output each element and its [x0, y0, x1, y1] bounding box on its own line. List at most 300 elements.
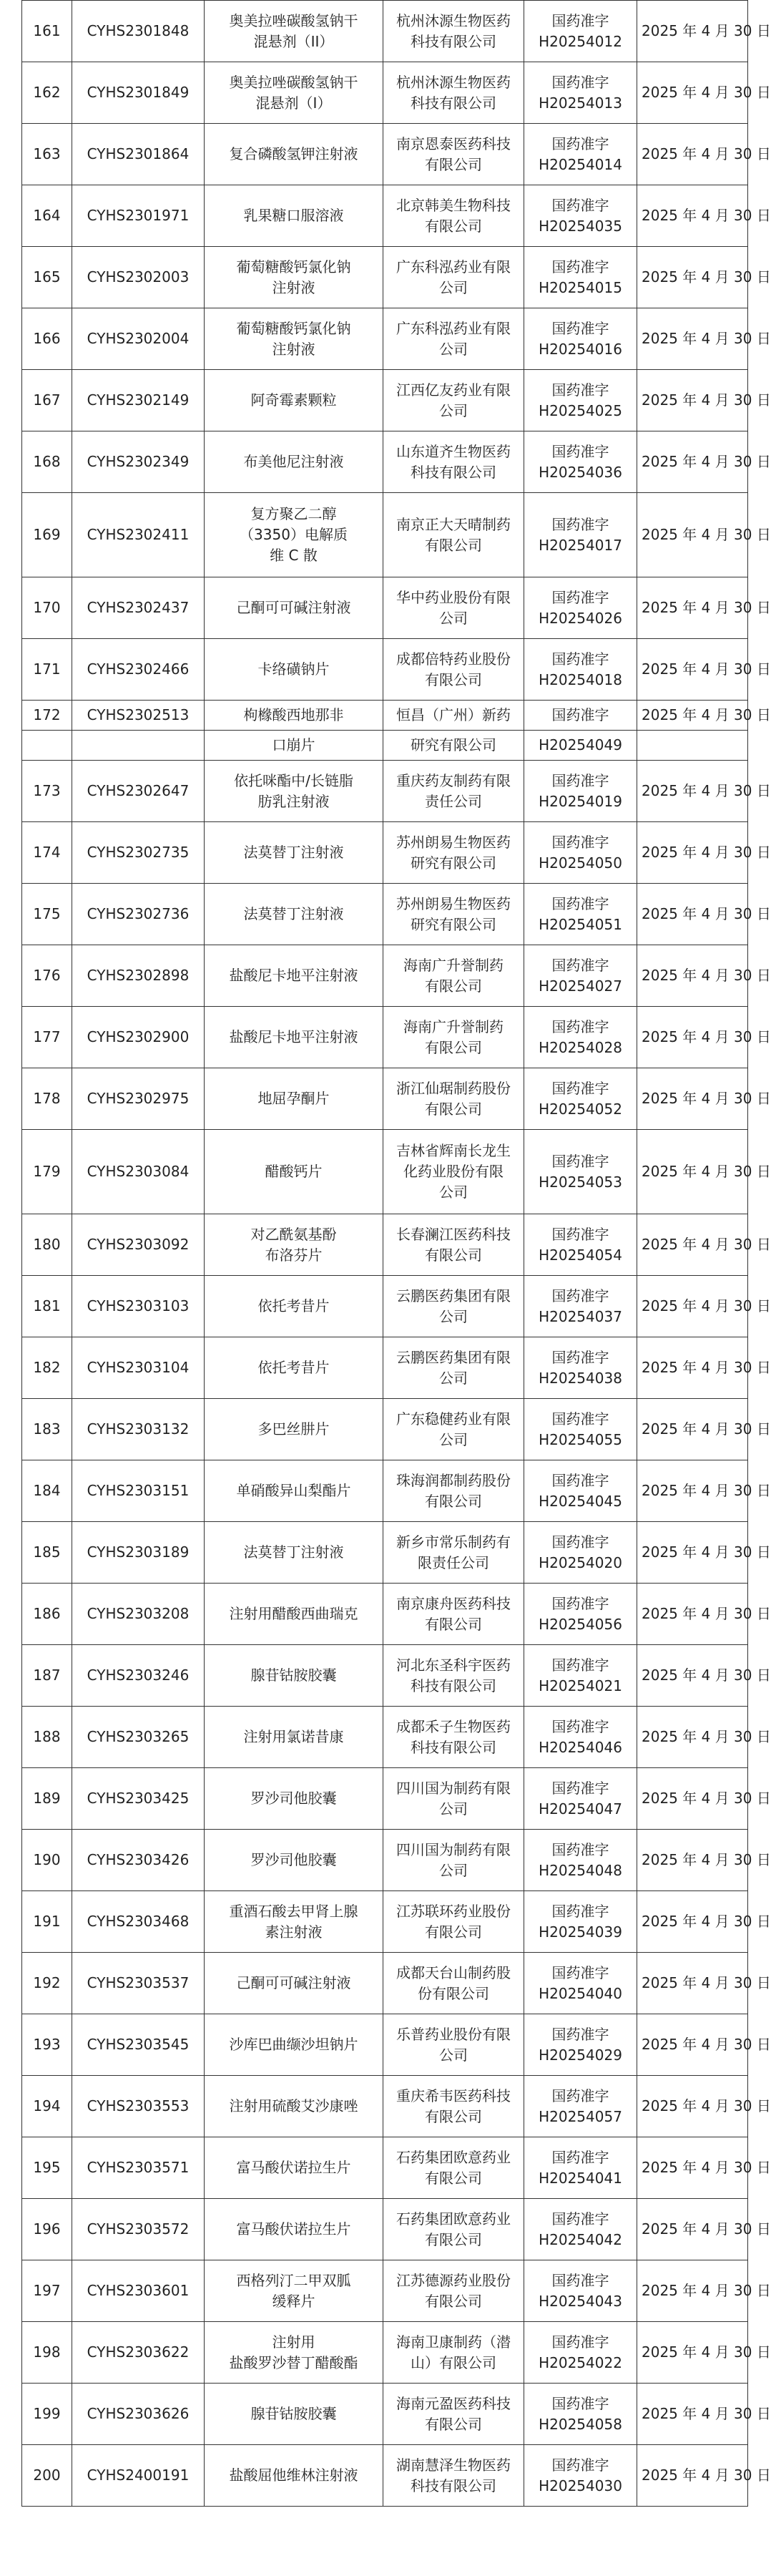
table-row	[22, 2322, 748, 2384]
table-row	[22, 1276, 748, 1337]
date-cell: 2025 年 4 月 30 日	[637, 2137, 748, 2199]
company-line: 有限公司	[425, 1100, 482, 1118]
approval-number-line: 国药准字	[551, 2148, 609, 2166]
drug-name-cell	[205, 2384, 383, 2445]
company-line: 有限公司	[425, 2169, 482, 2187]
approval-number-line: H20254054	[539, 1246, 622, 1264]
date-cell: 2025 年 4 月 30 日	[637, 2014, 748, 2076]
approval-number-cell	[524, 2076, 637, 2137]
company-line: 乐普药业股份有限	[396, 2025, 511, 2043]
approval-number-line: 国药准字	[551, 2210, 609, 2228]
drug-name-cell	[205, 1707, 383, 1768]
company-line: 成都禾子生物医药	[396, 1717, 511, 1735]
company-line: 有限公司	[425, 155, 482, 173]
approval-number-line: 国药准字	[551, 2394, 609, 2412]
no-cell: 187	[22, 1645, 72, 1707]
code-cell: CYHS2302004	[72, 308, 205, 370]
company-cell	[383, 2076, 524, 2137]
approval-number-line: H20254056	[539, 1615, 622, 1633]
drug-name-line: 素注射液	[265, 1923, 323, 1941]
company-line: 江苏联环药业股份	[396, 1902, 511, 1920]
company-cell	[383, 1337, 524, 1399]
no-cell: 164	[22, 185, 72, 247]
company-line: 化药业股份有限	[403, 1163, 504, 1180]
drug-name-cell	[205, 124, 383, 185]
drug-name-line: 西格列汀二甲双胍	[236, 2271, 351, 2289]
date-cell: 2025 年 4 月 30 日	[637, 639, 748, 701]
approval-number-line: H20254035	[539, 217, 622, 235]
approval-number-cell	[524, 1768, 637, 1830]
drug-name-cell	[205, 761, 383, 822]
approval-number-line: 国药准字	[551, 2025, 609, 2043]
date-cell: 2025 年 4 月 30 日	[637, 701, 748, 731]
company-line: 科技有限公司	[411, 1677, 496, 1694]
company-line: 科技有限公司	[411, 463, 496, 481]
drug-name-cell	[205, 1460, 383, 1522]
company-cell	[383, 1, 524, 62]
table-row	[22, 2384, 748, 2445]
no-cell: 192	[22, 1953, 72, 2014]
date-cell: 2025 年 4 月 30 日	[637, 884, 748, 945]
approval-number-cell	[524, 731, 637, 761]
code-cell: CYHS2302898	[72, 945, 205, 1007]
date-cell: 2025 年 4 月 30 日	[637, 493, 748, 577]
company-cell	[383, 731, 524, 761]
approval-number-line: 国药准字	[551, 894, 609, 912]
approval-number-cell	[524, 945, 637, 1007]
drug-name-cell	[205, 1130, 383, 1214]
company-cell	[383, 1707, 524, 1768]
company-cell	[383, 1007, 524, 1068]
drug-name-line: 葡萄糖酸钙氯化钠	[236, 258, 351, 275]
company-cell	[383, 1276, 524, 1337]
approval-number-line: 国药准字	[551, 771, 609, 789]
approval-number-cell	[524, 639, 637, 701]
approval-number-line: 国药准字	[551, 1717, 609, 1735]
table-row	[22, 1399, 748, 1460]
code-cell: CYHS2303246	[72, 1645, 205, 1707]
company-line: 石药集团欧意药业	[396, 2210, 511, 2228]
code-cell: CYHS2303622	[72, 2322, 205, 2384]
date-cell: 2025 年 4 月 30 日	[637, 1891, 748, 1953]
no-cell: 195	[22, 2137, 72, 2199]
table-row	[22, 1707, 748, 1768]
drug-name-cell	[205, 370, 383, 431]
table-row	[22, 185, 748, 247]
drug-name-line: 富马酸伏诺拉生片	[236, 2220, 351, 2238]
drug-name-line: 己酮可可碱注射液	[236, 599, 351, 616]
approval-number-cell	[524, 370, 637, 431]
approval-number-line: H20254057	[539, 2107, 622, 2125]
company-line: 公司	[439, 2046, 468, 2064]
table-row	[22, 1830, 748, 1891]
approval-number-cell	[524, 2384, 637, 2445]
approval-number-cell	[524, 1645, 637, 1707]
company-line: 科技有限公司	[411, 2477, 496, 2494]
company-cell	[383, 1645, 524, 1707]
company-line: 云鹏医药集团有限	[396, 1287, 511, 1304]
drug-name-cell	[205, 1068, 383, 1130]
no-cell: 191	[22, 1891, 72, 1953]
code-cell: CYHS2302513	[72, 701, 205, 731]
approval-number-cell	[524, 1007, 637, 1068]
approval-number-line: H20254019	[539, 792, 622, 810]
approval-number-line: H20254029	[539, 2046, 622, 2064]
no-cell: 199	[22, 2384, 72, 2445]
drug-name-line: 奥美拉唑碳酸氢钠干	[229, 11, 358, 29]
company-line: 杭州沐源生物医药	[396, 73, 511, 91]
table-row	[22, 2014, 748, 2076]
date-cell: 2025 年 4 月 30 日	[637, 1007, 748, 1068]
drug-name-cell	[205, 308, 383, 370]
approval-number-cell	[524, 2322, 637, 2384]
approval-number-cell	[524, 2445, 637, 2507]
company-cell	[383, 1130, 524, 1214]
company-line: 研究有限公司	[411, 854, 496, 872]
code-cell: CYHS2303572	[72, 2199, 205, 2260]
company-cell	[383, 1214, 524, 1276]
company-line: 苏州朗易生物医药	[396, 894, 511, 912]
approval-number-line: H20254049	[539, 736, 622, 753]
approval-number-cell	[524, 1276, 637, 1337]
company-line: 苏州朗易生物医药	[396, 833, 511, 851]
company-cell	[383, 701, 524, 731]
company-line: 公司	[439, 401, 468, 419]
table-row	[22, 639, 748, 701]
approval-number-line: 国药准字	[551, 833, 609, 851]
company-line: 海南元盈医药科技	[396, 2394, 511, 2412]
date-cell: 2025 年 4 月 30 日	[637, 1584, 748, 1645]
company-line: 长春澜江医药科技	[396, 1225, 511, 1243]
table-row	[22, 577, 748, 639]
drug-name-cell	[205, 1830, 383, 1891]
approval-number-line: H20254053	[539, 1173, 622, 1191]
drug-name-cell	[205, 1276, 383, 1337]
drug-name-cell	[205, 2199, 383, 2260]
table-row	[22, 761, 748, 822]
drug-name-cell	[205, 1007, 383, 1068]
company-cell	[383, 185, 524, 247]
company-line: 公司	[439, 609, 468, 627]
approval-number-line: 国药准字	[551, 1225, 609, 1243]
company-line: 重庆药友制药有限	[396, 771, 511, 789]
drug-name-cell	[205, 884, 383, 945]
approval-number-line: H20254041	[539, 2169, 622, 2187]
approval-number-line: H20254047	[539, 1800, 622, 1818]
drug-name-cell	[205, 2137, 383, 2199]
approval-number-line: H20254038	[539, 1369, 622, 1387]
approval-number-line: 国药准字	[551, 956, 609, 974]
company-line: 责任公司	[425, 792, 482, 810]
drug-name-cell	[205, 493, 383, 577]
drug-name-line: 富马酸伏诺拉生片	[236, 2159, 351, 2176]
table-row	[22, 884, 748, 945]
drug-name-line: 维 C 散	[270, 547, 318, 564]
company-line: 海南卫康制药（潜	[396, 2333, 511, 2351]
code-cell: CYHS2302900	[72, 1007, 205, 1068]
company-line: 山）有限公司	[411, 2353, 496, 2371]
approval-number-line: H20254048	[539, 1861, 622, 1879]
no-cell: 181	[22, 1276, 72, 1337]
company-line: 广东科泓药业有限	[396, 258, 511, 275]
no-cell: 169	[22, 493, 72, 577]
table-row	[22, 370, 748, 431]
approval-number-line: H20254046	[539, 1738, 622, 1756]
no-cell: 168	[22, 431, 72, 493]
company-line: 广东稳健药业有限	[396, 1410, 511, 1428]
approval-number-line: H20254036	[539, 463, 622, 481]
approval-number-line: H20254022	[539, 2353, 622, 2371]
approval-number-line: 国药准字	[551, 2333, 609, 2351]
approval-number-line: 国药准字	[551, 1963, 609, 1981]
approval-number-line: 国药准字	[551, 1533, 609, 1551]
drug-name-line: 枸橼酸西地那非	[243, 706, 344, 723]
code-cell: CYHS2303103	[72, 1276, 205, 1337]
code-cell: CYHS2302411	[72, 493, 205, 577]
no-cell: 186	[22, 1584, 72, 1645]
drug-name-line: 盐酸尼卡地平注射液	[229, 1028, 358, 1045]
drug-name-cell	[205, 1645, 383, 1707]
approval-number-cell	[524, 1830, 637, 1891]
approval-number-cell	[524, 2014, 637, 2076]
code-cell: CYHS2303425	[72, 1768, 205, 1830]
company-line: 云鹏医药集团有限	[396, 1348, 511, 1366]
drug-name-line: 法莫替丁注射液	[243, 905, 344, 922]
approval-number-line: 国药准字	[551, 1902, 609, 1920]
no-cell	[22, 731, 72, 761]
approval-number-cell	[524, 1068, 637, 1130]
drug-name-line: 复方聚乙二醇	[250, 505, 337, 522]
table-row	[22, 431, 748, 493]
approval-number-line: 国药准字	[551, 2456, 609, 2474]
table-row	[22, 945, 748, 1007]
company-line: 研究有限公司	[411, 736, 496, 753]
drug-name-line: 注射液	[272, 278, 315, 296]
company-line: 有限公司	[425, 1492, 482, 1510]
no-cell: 184	[22, 1460, 72, 1522]
approval-number-line: 国药准字	[551, 1779, 609, 1797]
date-cell: 2025 年 4 月 30 日	[637, 431, 748, 493]
company-cell	[383, 1768, 524, 1830]
table-row	[22, 1214, 748, 1276]
approval-number-line: 国药准字	[551, 1471, 609, 1489]
code-cell: CYHS2301849	[72, 62, 205, 124]
drug-name-line: 布美他尼注射液	[243, 453, 344, 470]
company-line: 恒昌（广州）新药	[396, 706, 511, 723]
code-cell: CYHS2303601	[72, 2260, 205, 2322]
company-cell	[383, 1522, 524, 1584]
company-cell	[383, 639, 524, 701]
date-cell: 2025 年 4 月 30 日	[637, 1130, 748, 1214]
drug-name-line: 单硝酸异山梨酯片	[236, 1482, 351, 1499]
company-cell	[383, 577, 524, 639]
approval-number-line: H20254028	[539, 1038, 622, 1056]
drug-name-line: 盐酸屈他维林注射液	[229, 2467, 358, 2484]
approval-number-cell	[524, 884, 637, 945]
approval-number-cell	[524, 431, 637, 493]
approval-number-line: H20254058	[539, 2415, 622, 2433]
drug-name-line: 布洛芬片	[265, 1246, 323, 1264]
company-line: 湖南慧泽生物医药	[396, 2456, 511, 2474]
no-cell: 197	[22, 2260, 72, 2322]
drug-name-cell	[205, 1953, 383, 2014]
drug-name-line: 混悬剂（II）	[253, 32, 334, 50]
approval-number-cell	[524, 761, 637, 822]
date-cell: 2025 年 4 月 30 日	[637, 2076, 748, 2137]
approval-number-cell	[524, 308, 637, 370]
code-cell: CYHS2303545	[72, 2014, 205, 2076]
company-line: 南京康舟医药科技	[396, 1594, 511, 1612]
company-line: 有限公司	[425, 536, 482, 554]
company-line: 四川国为制药有限	[396, 1840, 511, 1858]
company-line: 重庆希韦医药科技	[396, 2087, 511, 2104]
approval-number-line: H20254042	[539, 2230, 622, 2248]
company-cell	[383, 2199, 524, 2260]
approval-number-line: H20254018	[539, 670, 622, 688]
date-cell: 2025 年 4 月 30 日	[637, 185, 748, 247]
drug-name-cell	[205, 1584, 383, 1645]
company-cell	[383, 2260, 524, 2322]
company-line: 石药集团欧意药业	[396, 2148, 511, 2166]
company-line: 华中药业股份有限	[396, 588, 511, 606]
approval-number-line: 国药准字	[551, 73, 609, 91]
date-cell: 2025 年 4 月 30 日	[637, 308, 748, 370]
approval-number-cell	[524, 1, 637, 62]
company-cell	[383, 2014, 524, 2076]
company-line: 份有限公司	[418, 1984, 489, 2002]
company-line: 南京正大天晴制药	[396, 515, 511, 533]
code-cell: CYHS2303189	[72, 1522, 205, 1584]
drug-name-line: 复合磷酸氢钾注射液	[229, 145, 358, 162]
no-cell: 185	[22, 1522, 72, 1584]
code-cell: CYHS2303151	[72, 1460, 205, 1522]
approval-number-cell	[524, 701, 637, 731]
code-cell: CYHS2303104	[72, 1337, 205, 1399]
date-cell: 2025 年 4 月 30 日	[637, 62, 748, 124]
date-cell: 2025 年 4 月 30 日	[637, 1830, 748, 1891]
approval-number-line: 国药准字	[551, 1410, 609, 1428]
code-cell: CYHS2303092	[72, 1214, 205, 1276]
drug-name-cell	[205, 2322, 383, 2384]
code-cell: CYHS2301971	[72, 185, 205, 247]
date-cell: 2025 年 4 月 30 日	[637, 2322, 748, 2384]
no-cell: 178	[22, 1068, 72, 1130]
drug-name-line: 己酮可可碱注射液	[236, 1974, 351, 1991]
drug-name-cell	[205, 2260, 383, 2322]
company-cell	[383, 761, 524, 822]
code-cell: CYHS2302647	[72, 761, 205, 822]
company-line: 公司	[439, 1184, 468, 1201]
company-line: 成都天台山制药股	[396, 1963, 511, 1981]
company-cell	[383, 308, 524, 370]
company-cell	[383, 2322, 524, 2384]
no-cell: 194	[22, 2076, 72, 2137]
company-line: 科技有限公司	[411, 1738, 496, 1756]
date-cell: 2025 年 4 月 30 日	[637, 1768, 748, 1830]
company-line: 成都倍特药业股份	[396, 650, 511, 668]
table-row	[22, 2445, 748, 2507]
company-line: 新乡市常乐制药有	[396, 1533, 511, 1551]
date-cell: 2025 年 4 月 30 日	[637, 1337, 748, 1399]
no-cell: 172	[22, 701, 72, 731]
approval-number-line: H20254016	[539, 340, 622, 358]
drug-name-line: 腺苷钴胺胶囊	[250, 1667, 337, 1684]
no-cell: 171	[22, 639, 72, 701]
company-line: 有限公司	[425, 2292, 482, 2310]
table-row	[22, 1953, 748, 2014]
drug-name-line: 肪乳注射液	[257, 792, 330, 810]
approval-number-line: H20254014	[539, 155, 622, 173]
approval-number-line: 国药准字	[551, 196, 609, 214]
table-row	[22, 1645, 748, 1707]
date-cell: 2025 年 4 月 30 日	[637, 2384, 748, 2445]
code-cell: CYHS2302349	[72, 431, 205, 493]
no-cell: 190	[22, 1830, 72, 1891]
approval-number-line: 国药准字	[551, 1594, 609, 1612]
table-row	[22, 1891, 748, 1953]
drug-name-line: 奥美拉唑碳酸氢钠干	[229, 73, 358, 91]
company-line: 公司	[439, 1861, 468, 1879]
code-cell: CYHS2302149	[72, 370, 205, 431]
table-row	[22, 247, 748, 308]
company-line: 北京韩美生物科技	[396, 196, 511, 214]
approval-number-line: H20254030	[539, 2477, 622, 2494]
code-cell: CYHS2303537	[72, 1953, 205, 2014]
company-line: 科技有限公司	[411, 32, 496, 50]
table-row	[22, 2260, 748, 2322]
code-cell: CYHS2302975	[72, 1068, 205, 1130]
no-cell: 182	[22, 1337, 72, 1399]
drug-name-line: 对乙酰氨基酚	[250, 1225, 337, 1243]
approval-number-cell	[524, 1214, 637, 1276]
approval-number-line: H20254040	[539, 1984, 622, 2002]
company-cell	[383, 2384, 524, 2445]
table-row	[22, 1068, 748, 1130]
approval-number-line: H20254052	[539, 1100, 622, 1118]
date-cell: 2025 年 4 月 30 日	[637, 1460, 748, 1522]
drug-name-line: 乳果糖口服溶液	[243, 207, 344, 224]
approval-number-cell	[524, 493, 637, 577]
approval-number-line: H20254013	[539, 94, 622, 112]
date-cell: 2025 年 4 月 30 日	[637, 2260, 748, 2322]
approval-number-line: H20254021	[539, 1677, 622, 1694]
company-cell	[383, 1399, 524, 1460]
company-line: 有限公司	[425, 1246, 482, 1264]
code-cell: CYHS2303571	[72, 2137, 205, 2199]
drug-name-cell	[205, 731, 383, 761]
drug-name-line: 盐酸罗沙替丁醋酸酯	[229, 2353, 358, 2371]
approval-number-line: 国药准字	[551, 706, 609, 723]
approval-number-line: 国药准字	[551, 2271, 609, 2289]
no-cell: 165	[22, 247, 72, 308]
approval-number-cell	[524, 2199, 637, 2260]
drug-name-line: 盐酸尼卡地平注射液	[229, 967, 358, 984]
code-cell: CYHS2303626	[72, 2384, 205, 2445]
drug-name-line: 多巴丝肼片	[257, 1420, 330, 1438]
approval-number-line: H20254012	[539, 32, 622, 50]
approval-number-line: H20254015	[539, 278, 622, 296]
drug-name-cell	[205, 1214, 383, 1276]
company-line: 有限公司	[425, 977, 482, 995]
company-cell	[383, 2137, 524, 2199]
company-line: 有限公司	[425, 1923, 482, 1941]
drug-name-line: 依托考昔片	[257, 1297, 330, 1314]
company-line: 公司	[439, 1307, 468, 1325]
approval-number-line: 国药准字	[551, 588, 609, 606]
no-cell: 167	[22, 370, 72, 431]
table-row	[22, 1337, 748, 1399]
drug-name-line: 缓释片	[272, 2292, 315, 2310]
